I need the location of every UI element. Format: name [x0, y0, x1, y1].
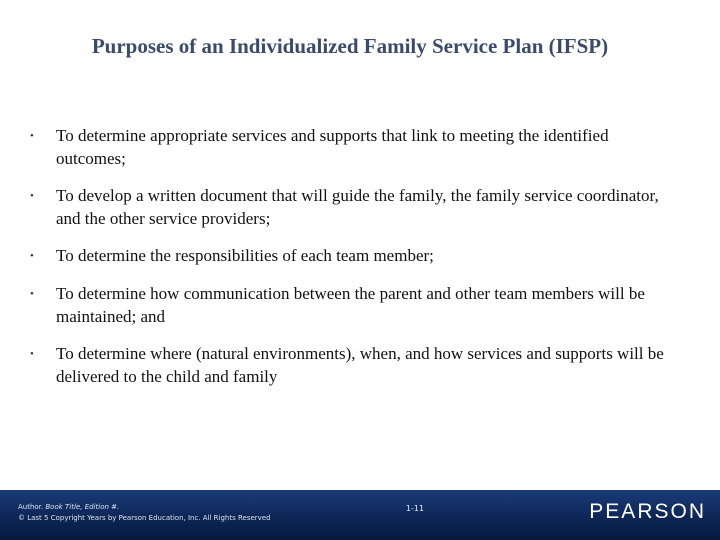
citation-line	[18, 502, 271, 513]
page-number: 1-11	[405, 504, 425, 513]
bullet-text: To develop a written document that will guide the family, the family service coordinator, and the other service providers;	[56, 186, 659, 228]
footer-bar	[0, 490, 720, 540]
bullet-icon: •	[30, 288, 34, 300]
bullet-text: To determine appropriate services and supports that link to meeting the identified outcomes;	[56, 126, 609, 168]
bullet-text: To determine how communication between the parent and other team members will be maintained; and	[56, 284, 645, 326]
bullet-icon: •	[30, 130, 34, 142]
author-prefix: Author.	[18, 503, 46, 511]
list-item	[30, 184, 680, 230]
list-item	[30, 342, 680, 388]
copyright-text: © Last 5 Copyright Years by Pearson Education, Inc. All Rights Reserved	[18, 514, 271, 522]
slide-title: Purposes of an Individualized Family Service Plan (IFSP)	[91, 34, 609, 58]
book-title: Book Title, Edition #.	[45, 503, 120, 511]
bullet-text: To determine where (natural environments), when, and how services and supports will be delivered to the child and family	[56, 344, 664, 386]
bullet-icon: •	[30, 348, 34, 360]
bullet-text: To determine the responsibilities of each team member;	[56, 246, 434, 265]
bullet-icon: •	[30, 250, 34, 262]
bullet-icon: •	[30, 190, 34, 202]
list-item	[30, 282, 680, 328]
bullet-list	[30, 124, 680, 402]
list-item	[30, 124, 680, 170]
pearson-logo: PEARSON	[589, 500, 706, 523]
list-item	[30, 244, 680, 268]
footer-citation	[18, 502, 271, 524]
